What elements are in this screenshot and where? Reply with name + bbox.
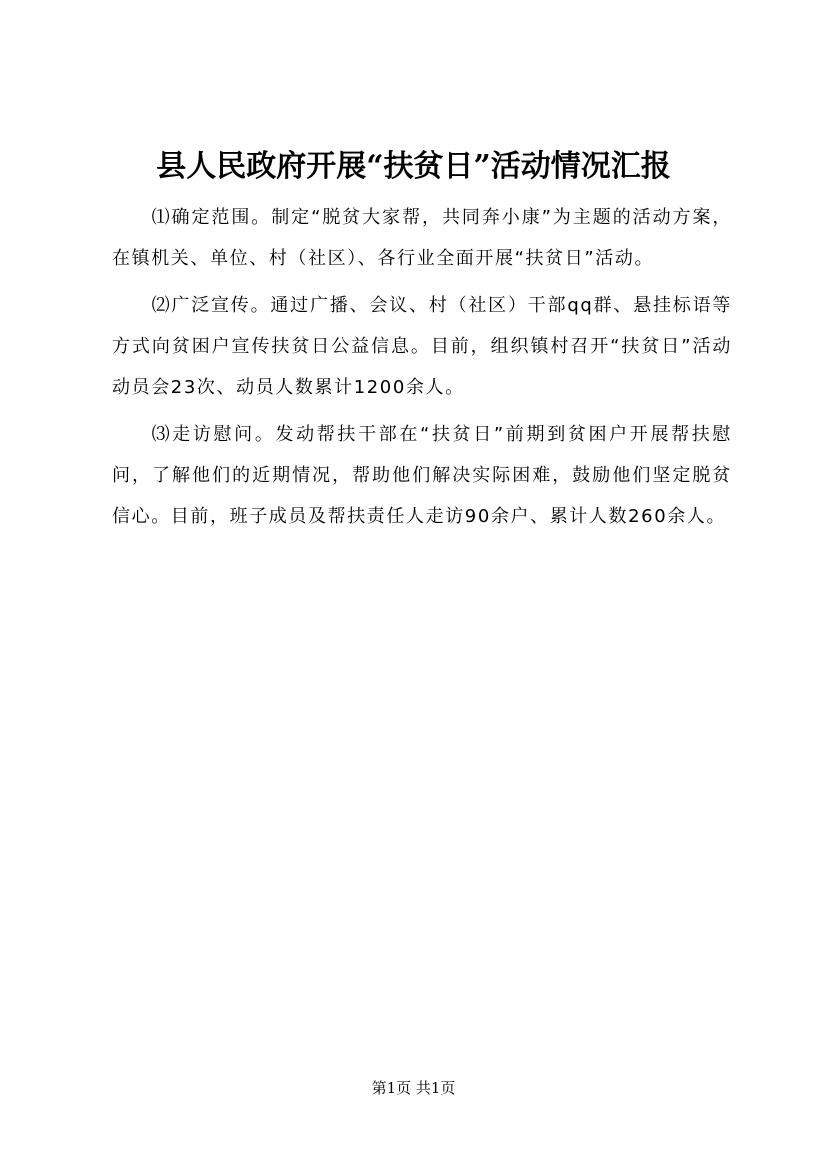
paragraph-scope: ⑴确定范围。制定“脱贫大家帮，共同奔小康”为主题的活动方案，在镇机关、单位、村（社区）、各行业全面开展“扶贫日”活动。 [112, 207, 732, 269]
paragraph-visits: ⑶走访慰问。发动帮扶干部在“扶贫日”前期到贫困户开展帮扶慰问，了解他们的近期情况，帮助他们解决实际困难，鼓励他们坚定脱贫信心。目前，班子成员及帮扶责任人走访90余户、累计人数260余人。 [112, 424, 732, 527]
page-footer: 第1页 共1页 [371, 1079, 456, 1097]
document-body [112, 197, 732, 543]
paragraph-publicity: ⑵广泛宣传。通过广播、会议、村（社区）干部qq群、悬挂标语等方式向贫困户宣传扶贫日公益信息。目前，组织镇村召开“扶贫日”活动动员会23次、动员人数累计1200余人。 [112, 295, 732, 398]
document-title: 县人民政府开展“扶贫日”活动情况汇报 [156, 149, 671, 184]
